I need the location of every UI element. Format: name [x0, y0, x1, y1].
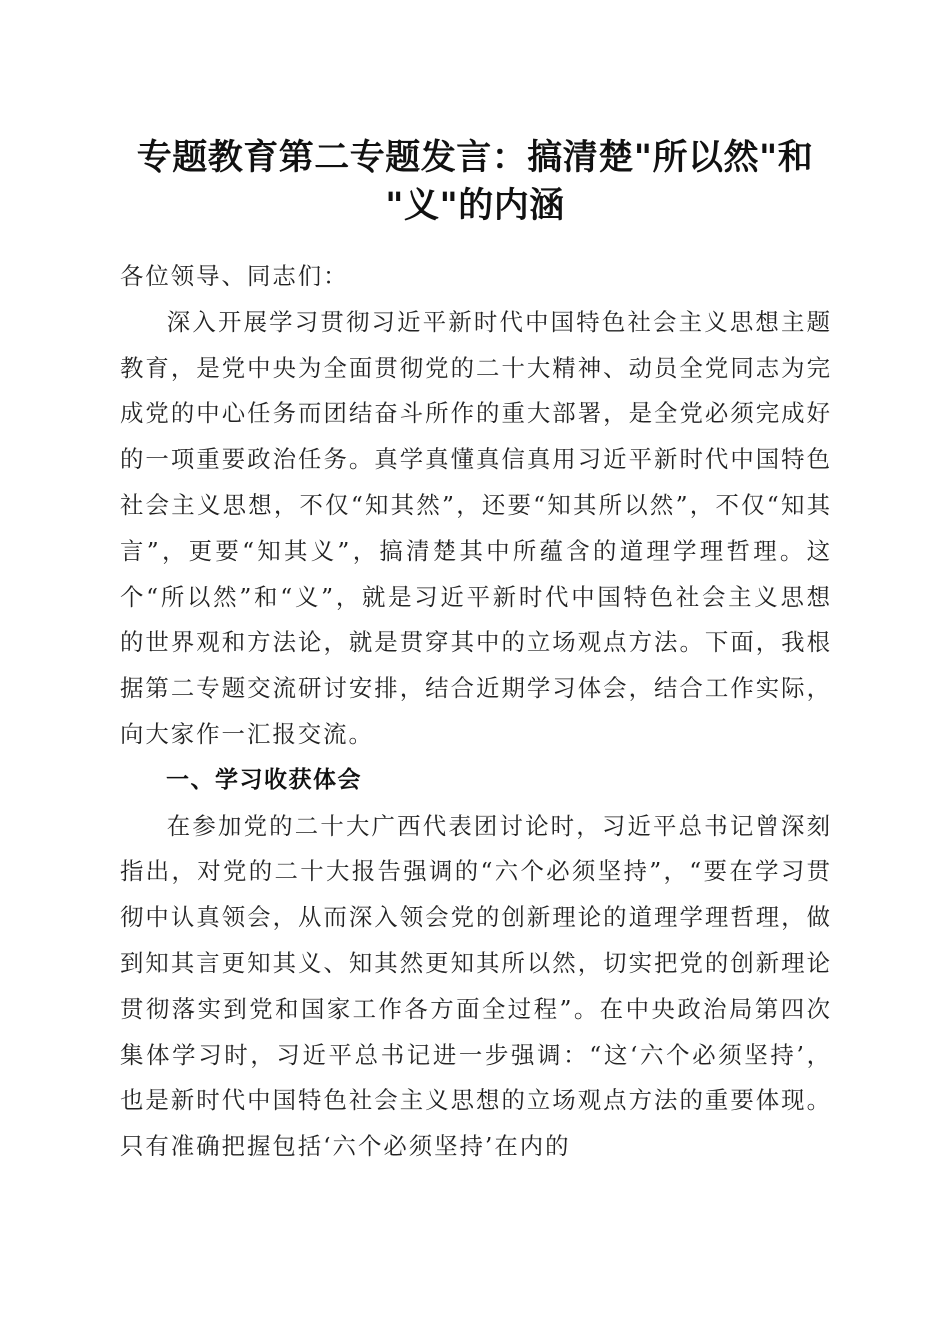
paragraph-section-1: 在参加党的二十大广西代表团讨论时，习近平总书记曾深刻指出，对党的二十大报告强调的“六个必须坚持”，“要在学习贯彻中认真领会，从而深入领会党的创新理论的道理学理哲理，做到知其言更知其义、知其然更知其所以然，切实把党的创新理论贯彻落实到党和国家工作各方面全过程”。在中央政治局第四次集体学习时，习近平总书记进一步强调：“这‘六个必须坚持’，也是新时代中国特色社会主义思想的立场观点方法的重要体现。只有准确把握包括‘六个必须坚持’在内的 [120, 811, 832, 1161]
title-line-2: "义"的内涵 [385, 185, 565, 226]
paragraph-intro: 深入开展学习贯彻习近平新时代中国特色社会主义思想主题教育，是党中央为全面贯彻党的二十大精神、动员全党同志为完成党的中心任务而团结奋斗所作的重大部署，是全党必须完成好的一项重要政治任务。真学真懂真信真用习近平新时代中国特色社会主义思想，不仅“知其然”，还要“知其所以然”，不仅“知其言”，更要“知其义”，搞清楚其中所蕴含的道理学理哲理。这个“所以然”和“义”，就是习近平新时代中国特色社会主义思想的世界观和方法论，就是贯穿其中的立场观点方法。下面，我根据第二专题交流研讨安排，结合近期学习体会，结合工作实际，向大家作一汇报交流。 [120, 307, 832, 748]
title-line-1: 专题教育第二专题发言：搞清楚"所以然"和 [136, 137, 814, 178]
document-title [100, 134, 850, 230]
section-heading-1: 一、学习收获体会 [166, 766, 362, 793]
salutation: 各位领导、同志们： [120, 262, 349, 290]
document-body [120, 254, 832, 1170]
